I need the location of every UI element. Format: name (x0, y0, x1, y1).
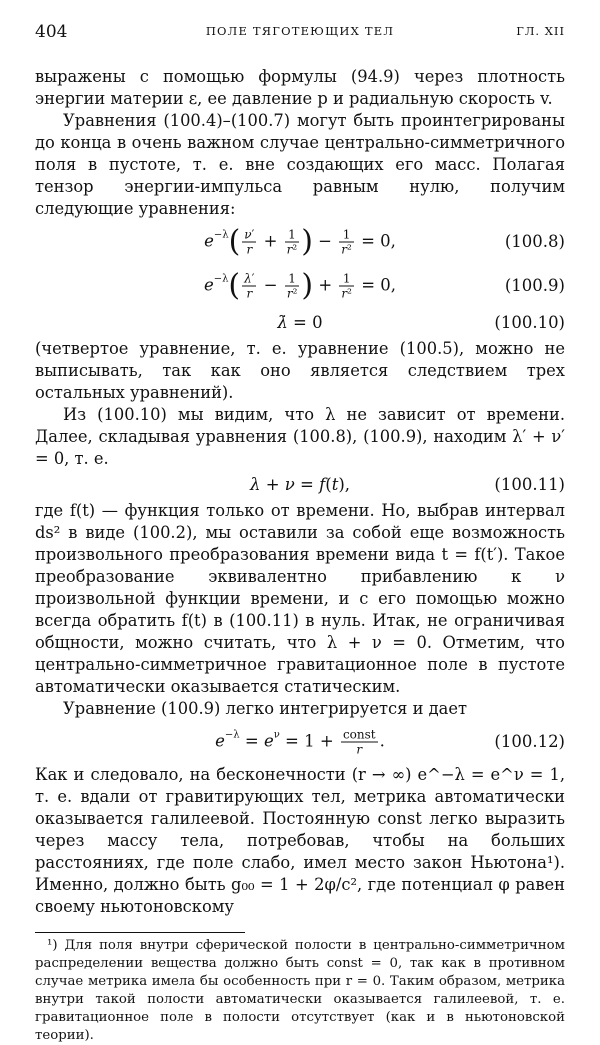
paragraph-3: (четвертое уравнение, т. е. уравнение (100.5), можно не выписывать, так как оно является следствием трех остальных уравнений). (35, 339, 565, 402)
body-text (35, 66, 565, 918)
paragraph-7: Как и следовало, на бесконечности (r → ∞) e^−λ = e^ν = 1, т. е. вдали от гравитирующих тел, метрика автоматически оказывается галилеевой. Постоянную const легко выразить через массу тела, потребовав, чтобы на больших расстояниях, где поле слабо, имел место закон Ньютона¹). Именно, должно быть g₀₀ = 1 + 2φ/c², где потенциал φ равен своему ньютоновскому (35, 765, 565, 916)
paragraph-2: Уравнения (100.4)–(100.7) могут быть проинтегрированы до конца в очень важном случае центрально-симметричного поля в пустоте, т. е. вне создающих его масс. Полагая тензор энергии-импульса равным нулю, получим следующие уравнения: (35, 111, 565, 218)
paragraph-5: где f(t) — функция только от времени. Но, выбрав интервал ds² в виде (100.2), мы оставили за собой еще возможность произвольного преобразования времени вида t = f(t′). Такое преобразование эквивалентно прибавлению к ν произвольной функции времени, и с его помощью можно всегда обратить f(t) в (100.11) в нуль. Итак, не ограничивая общности, можно считать, что λ + ν = 0. Отметим, что центрально-симметричное гравитационное поле в пустоте автоматически оказывается статическим. (35, 501, 565, 696)
equation-100-10-formula: λ̇ = 0 (277, 313, 323, 332)
equation-number: (100.12) (494, 732, 565, 751)
equation-100-10 (35, 308, 565, 338)
paragraph-6: Уравнение (100.9) легко интегрируется и дает (63, 699, 467, 718)
equation-100-12-formula: $e^{-\lambda} = e^\nu = 1$ + $\frac{\text{const}}{r}$ . (215, 727, 385, 757)
equation-number: (100.9) (504, 276, 565, 295)
equation-number: (100.8) (504, 232, 565, 251)
page-number: 404 (35, 22, 68, 42)
equation-100-9-formula: $e^{-\lambda}$( $\frac{\lambda'}{r}$ − $\frac{1}{\text{r²}}$ ) + $\frac{1}{\text{r²}}$ = 0, (203, 268, 397, 303)
equation-100-11-formula: λ + ν = f(t), (249, 475, 351, 494)
equation-100-8 (35, 220, 565, 264)
paragraph-1: выражены с помощью формулы (94.9) через плотность энергии материи ε, ее давление p и радиальную скорость v. (35, 67, 565, 108)
equation-number: (100.11) (494, 475, 565, 494)
paragraph-4: Из (100.10) мы видим, что λ не зависит от времени. Далее, складывая уравнения (100.8), (100.9), находим λ′ + ν′ = 0, т. е. (35, 405, 565, 468)
equation-100-11 (35, 470, 565, 500)
footnote: ¹) Для поля внутри сферической полости в центрально-симметричном распределении вещества должно быть const = 0, так как в противном случае метрика имела бы особенность при r = 0. Таким образом, метрика внутри такой полости автоматически оказывается галилеевой, т. е. гравитационное поле в полости отсутствует (как и в ньютоновской теории). (35, 938, 565, 1043)
footnote-rule (35, 932, 245, 933)
equation-number: (100.10) (494, 313, 565, 332)
page-header (35, 22, 565, 44)
chapter-label: ГЛ. XII (516, 24, 565, 38)
running-title: ПОЛЕ ТЯГОТЕЮЩИХ ТЕЛ (205, 24, 395, 38)
equation-100-8-formula: $e^{-\lambda}$( $\frac{\nu'}{r}$ + $\frac{1}{\text{r²}}$ ) − $\frac{1}{\text{r²}}$ = 0, (204, 224, 396, 259)
equation-100-12 (35, 720, 565, 764)
equation-100-9 (35, 264, 565, 308)
book-page (35, 22, 565, 1045)
